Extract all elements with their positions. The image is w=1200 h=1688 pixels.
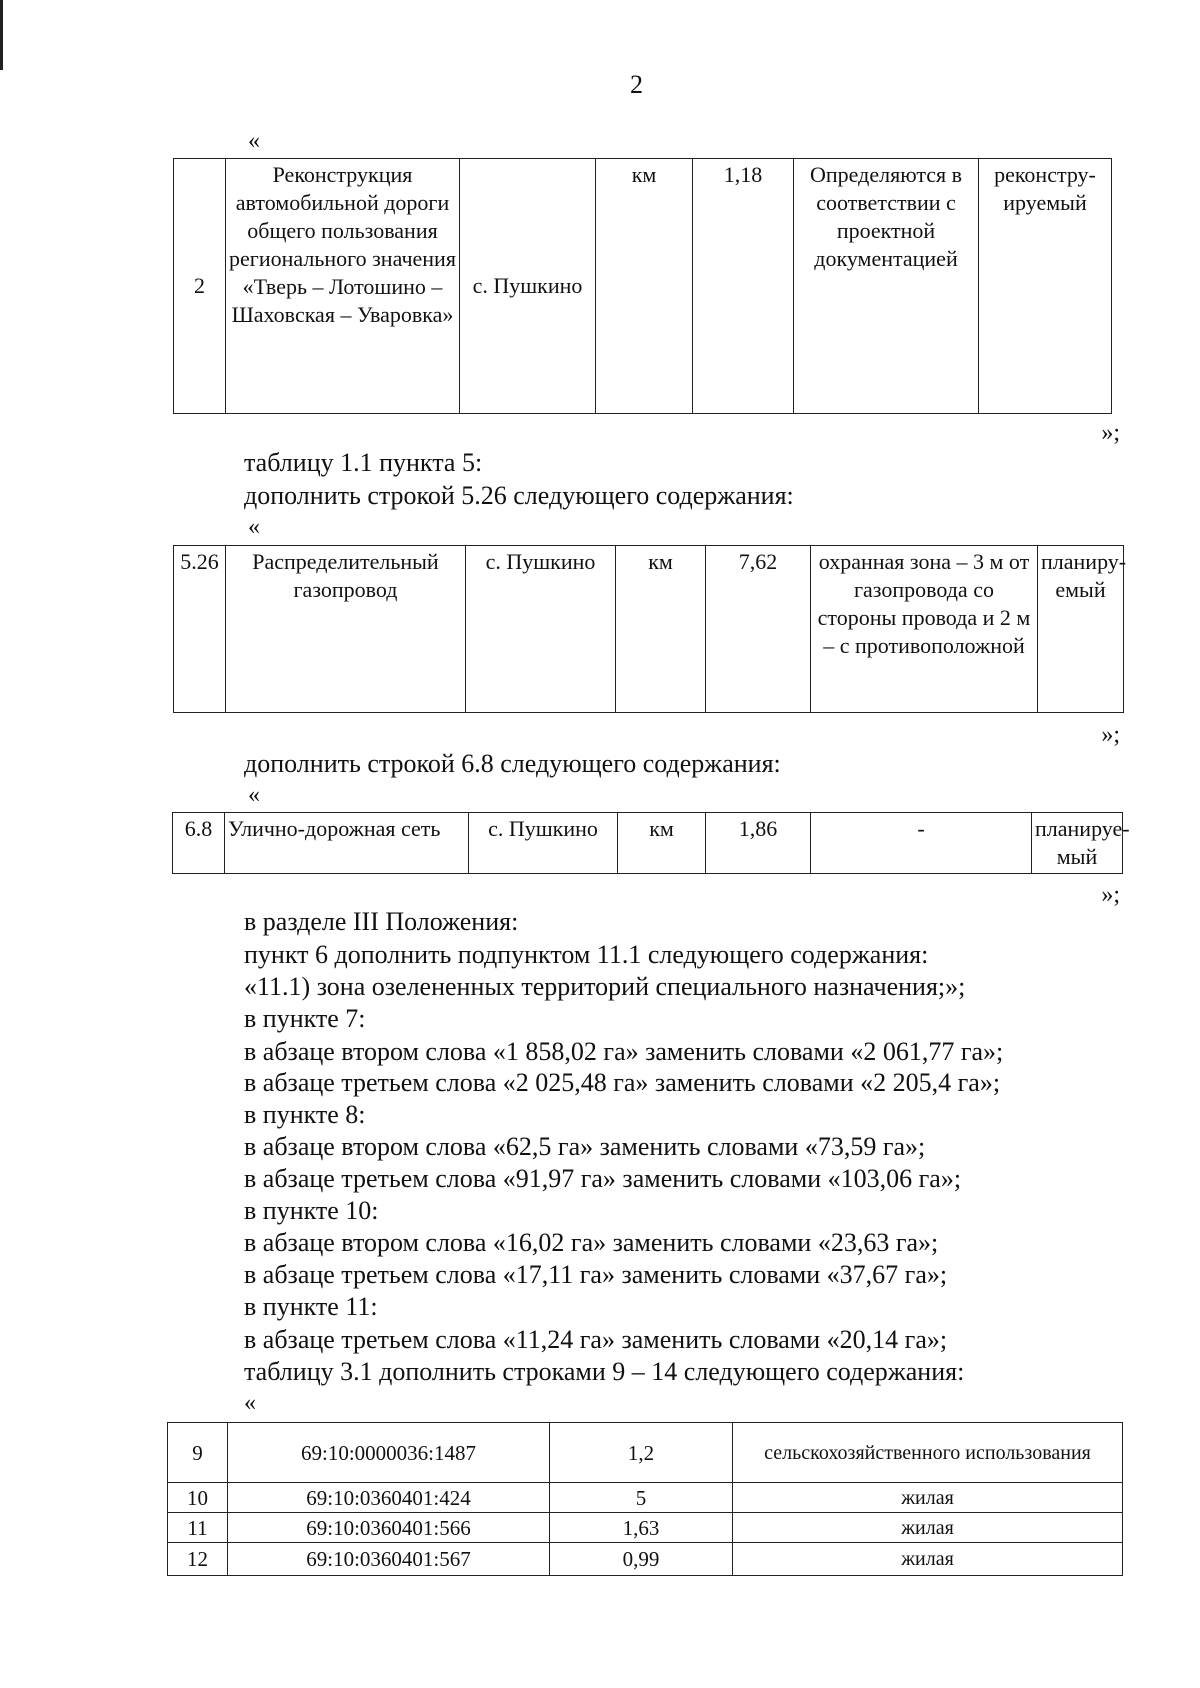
open-quote: « xyxy=(248,782,260,808)
open-quote: « xyxy=(248,514,260,540)
close-quote: »; xyxy=(1101,882,1120,908)
parcel-zone: жилая xyxy=(733,1543,1123,1576)
row-number: 9 xyxy=(168,1423,228,1483)
paragraph: в абзаце третьем слова «17,11 га» заменить словами «37,67 га»; xyxy=(244,1260,948,1289)
paragraph: в пункте 8: xyxy=(244,1100,366,1129)
parcel-zone: жилая xyxy=(733,1513,1123,1543)
row-number: 10 xyxy=(168,1483,228,1513)
paragraph: таблицу 3.1 дополнить строками 9 – 14 следующего содержания: xyxy=(244,1357,965,1386)
paragraph: в разделе III Положения: xyxy=(244,907,519,936)
object-unit: км xyxy=(618,813,706,874)
paragraph: в пункте 10: xyxy=(244,1196,379,1225)
paragraph: в абзаце втором слова «1 858,02 га» заменить словами «2 061,77 га»; xyxy=(244,1037,1004,1066)
paragraph: дополнить строкой 6.8 следующего содержания: xyxy=(244,749,781,778)
object-zone: охранная зона – 3 м от газопровода со стороны провода и 2 м – с противоположной xyxy=(811,546,1038,713)
object-status: планиру- емый xyxy=(1038,546,1124,713)
row-number: 12 xyxy=(168,1543,228,1576)
paragraph: в пункте 7: xyxy=(244,1004,366,1033)
table-row xyxy=(168,1513,1123,1543)
road-table xyxy=(173,158,1112,414)
parcel-zone: жилая xyxy=(733,1483,1123,1513)
table-row xyxy=(174,546,1124,713)
object-name: Реконструкция автомобильной дороги общего пользования регионального значения «Тверь – Лотошино – Шаховская – Уваровка» xyxy=(226,159,460,414)
parcel-zone: сельскохозяйственного использования xyxy=(733,1423,1123,1483)
cadastral-number: 69:10:0360401:566 xyxy=(228,1513,550,1543)
street-table xyxy=(172,812,1130,874)
table-row xyxy=(168,1543,1123,1576)
object-status: планируе- мый xyxy=(1032,813,1123,874)
parcel-area: 5 xyxy=(550,1483,733,1513)
parcels-table xyxy=(167,1422,1123,1576)
object-status: реконстру- ируемый xyxy=(979,159,1112,414)
object-unit: км xyxy=(596,159,693,414)
object-value: 7,62 xyxy=(706,546,811,713)
object-location: с. Пушкино xyxy=(466,546,616,713)
paragraph: в абзаце третьем слова «91,97 га» заменить словами «103,06 га»; xyxy=(244,1164,962,1193)
row-number: 5.26 xyxy=(174,546,226,713)
object-location: с. Пушкино xyxy=(469,813,618,874)
paragraph: в абзаце третьем слова «2 025,48 га» заменить словами «2 205,4 га»; xyxy=(244,1068,1001,1097)
paragraph: в пункте 11: xyxy=(244,1292,378,1321)
table-row xyxy=(168,1483,1123,1513)
cadastral-number: 69:10:0360401:567 xyxy=(228,1543,550,1576)
object-name: Распределительный газопровод xyxy=(226,546,466,713)
close-quote: »; xyxy=(1101,722,1120,748)
open-quote: « xyxy=(248,128,260,154)
table-row xyxy=(174,159,1112,414)
object-value: 1,18 xyxy=(693,159,794,414)
paragraph: в абзаце втором слова «16,02 га» заменить словами «23,63 га»; xyxy=(244,1228,939,1257)
object-name: Улично-дорожная сеть xyxy=(225,813,469,874)
paragraph: пункт 6 дополнить подпунктом 11.1 следующего содержания: xyxy=(244,940,929,969)
paragraph: в абзаце втором слова «62,5 га» заменить словами «73,59 га»; xyxy=(244,1132,926,1161)
gas-table xyxy=(173,545,1127,713)
parcel-area: 1,63 xyxy=(550,1513,733,1543)
parcel-area: 1,2 xyxy=(550,1423,733,1483)
paragraph: в абзаце третьем слова «11,24 га» заменить словами «20,14 га»; xyxy=(244,1325,948,1354)
object-zone: Определяются в соответствии с проектной документацией xyxy=(794,159,979,414)
row-number: 6.8 xyxy=(173,813,225,874)
table-row xyxy=(168,1423,1123,1483)
table-row xyxy=(173,813,1123,874)
cadastral-number: 69:10:0360401:424 xyxy=(228,1483,550,1513)
page-number: 2 xyxy=(630,70,643,99)
paragraph: таблицу 1.1 пункта 5: xyxy=(244,448,483,477)
open-quote: « xyxy=(244,1390,256,1416)
paragraph: дополнить строкой 5.26 следующего содержания: xyxy=(244,481,794,510)
object-value: 1,86 xyxy=(706,813,811,874)
object-zone: - xyxy=(811,813,1032,874)
object-location: с. Пушкино xyxy=(460,159,596,414)
object-unit: км xyxy=(616,546,706,713)
page-edge-mark xyxy=(0,0,3,70)
row-number: 11 xyxy=(168,1513,228,1543)
parcel-area: 0,99 xyxy=(550,1543,733,1576)
cadastral-number: 69:10:0000036:1487 xyxy=(228,1423,550,1483)
row-number: 2 xyxy=(174,159,226,414)
paragraph: «11.1) зона озелененных территорий специального назначения;»; xyxy=(244,972,966,1001)
close-quote: »; xyxy=(1101,420,1120,446)
